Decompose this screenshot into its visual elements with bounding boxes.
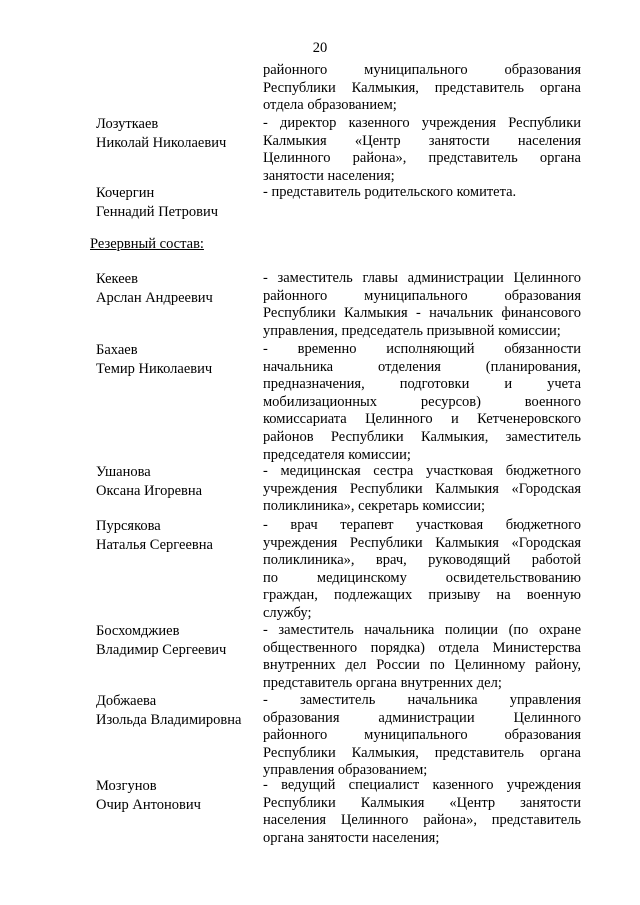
role-line: предназначения, подготовки и учета [263, 376, 581, 393]
role-line: районного муниципального образования [263, 287, 581, 304]
role-line: службу; [263, 604, 312, 621]
member-role [263, 270, 581, 340]
role-line: - представитель родительского комитета. [263, 184, 517, 200]
member-given-names: Наталья Сергеевна [96, 537, 213, 553]
member-name [96, 341, 256, 379]
role-line: образования администрации Целинного [263, 709, 581, 726]
role-line: представитель органа внутренних дел; [263, 674, 502, 691]
role-line: - ведущий специалист казенного учреждения [263, 777, 581, 793]
role-line: отдела образованием; [263, 97, 397, 114]
role-line: районного муниципального образования [263, 62, 581, 78]
member-given-names: Изольда Владимировна [96, 712, 242, 728]
member-role [263, 463, 581, 516]
member-given-names: Геннадий Петрович [96, 204, 219, 220]
role-line: органа занятости населения; [263, 829, 440, 846]
role-line: занятости населения; [263, 167, 395, 184]
role-line: учреждения Республики Калмыкия «Городская [263, 534, 581, 551]
role-line: Республики Калмыкия - начальник финансового [263, 305, 581, 322]
member-name [96, 777, 256, 815]
member-role [263, 517, 581, 623]
role-line: районного муниципального образования [263, 727, 581, 744]
role-line: Целинного района», представитель органа [263, 150, 581, 167]
role-line: Республики Калмыкия, представитель органа [263, 744, 581, 761]
member-surname: Мозгунов [96, 778, 157, 794]
member-given-names: Оксана Игоревна [96, 483, 203, 499]
member-name [96, 115, 256, 153]
role-line: - врач терапевт участковая бюджетного [263, 517, 581, 533]
role-line: - заместитель начальника полиции (по охране [263, 622, 581, 638]
role-line: комиссариата Целинного и Кетченеровского [263, 411, 581, 428]
role-line: населения Целинного района», представитель [263, 812, 581, 829]
member-name [96, 463, 256, 501]
member-given-names: Арслан Андреевич [96, 290, 213, 306]
member-name [96, 517, 256, 555]
member-given-names: Темир Николаевич [96, 361, 213, 377]
member-name [96, 622, 256, 660]
role-line: председателя комиссии; [263, 446, 411, 463]
role-line: общественного порядка) отдела Министерства [263, 639, 581, 656]
role-line: граждан, подлежащих призыву на военную [263, 587, 581, 604]
role-line: управления образованием; [263, 762, 428, 779]
member-surname: Ушанова [96, 464, 151, 480]
member-surname: Добжаева [96, 693, 157, 709]
member-surname: Лозуткаев [96, 116, 159, 132]
member-name [96, 184, 256, 222]
reserve-heading: Резервный состав: [90, 236, 204, 252]
role-line: - директор казенного учреждения Республики [263, 115, 581, 131]
role-line: Калмыкия «Центр занятости населения [263, 132, 581, 149]
member-role [263, 692, 581, 780]
member-role [263, 341, 581, 464]
role-line: по медицинскому освидетельствованию [263, 569, 581, 586]
role-line: поликлиника», врач, руководящий работой [263, 552, 581, 569]
role-line: Республики Калмыкия, представитель органа [263, 79, 581, 96]
role-line: начальника отделения (планирования, [263, 358, 581, 375]
role-line: - заместитель начальника управления [263, 692, 581, 708]
role-line: Республики Калмыкия «Центр занятости [263, 794, 581, 811]
role-line: учреждения Республики Калмыкия «Городская [263, 480, 581, 497]
member-given-names: Очир Антонович [96, 797, 201, 813]
role-line: - временно исполняющий обязанности [263, 341, 581, 357]
role-line: районов Республики Калмыкия, заместитель [263, 428, 581, 445]
continuation-text [263, 62, 581, 115]
member-surname: Кекеев [96, 271, 138, 287]
member-surname: Бахаев [96, 342, 138, 358]
role-line: - медицинская сестра участковая бюджетного [263, 463, 581, 479]
role-line: управления, председатель призывной комиссии; [263, 322, 561, 339]
member-name [96, 692, 256, 730]
role-line: мобилизационных ресурсов) военного [263, 393, 581, 410]
role-line: внутренних дел России по Целинному району, [263, 657, 581, 674]
member-surname: Босхомджиев [96, 623, 180, 639]
member-given-names: Николай Николаевич [96, 135, 227, 151]
member-role [263, 777, 581, 847]
member-surname: Кочергин [96, 185, 155, 201]
member-surname: Пурсякова [96, 518, 161, 534]
member-role [263, 184, 581, 202]
member-role [263, 622, 581, 692]
page-number: 20 [312, 40, 328, 56]
member-role [263, 115, 581, 185]
member-given-names: Владимир Сергеевич [96, 642, 227, 658]
role-line: - заместитель главы администрации Целинного [263, 270, 581, 286]
role-line: поликлиника», секретарь комиссии; [263, 498, 485, 515]
member-name [96, 270, 256, 308]
